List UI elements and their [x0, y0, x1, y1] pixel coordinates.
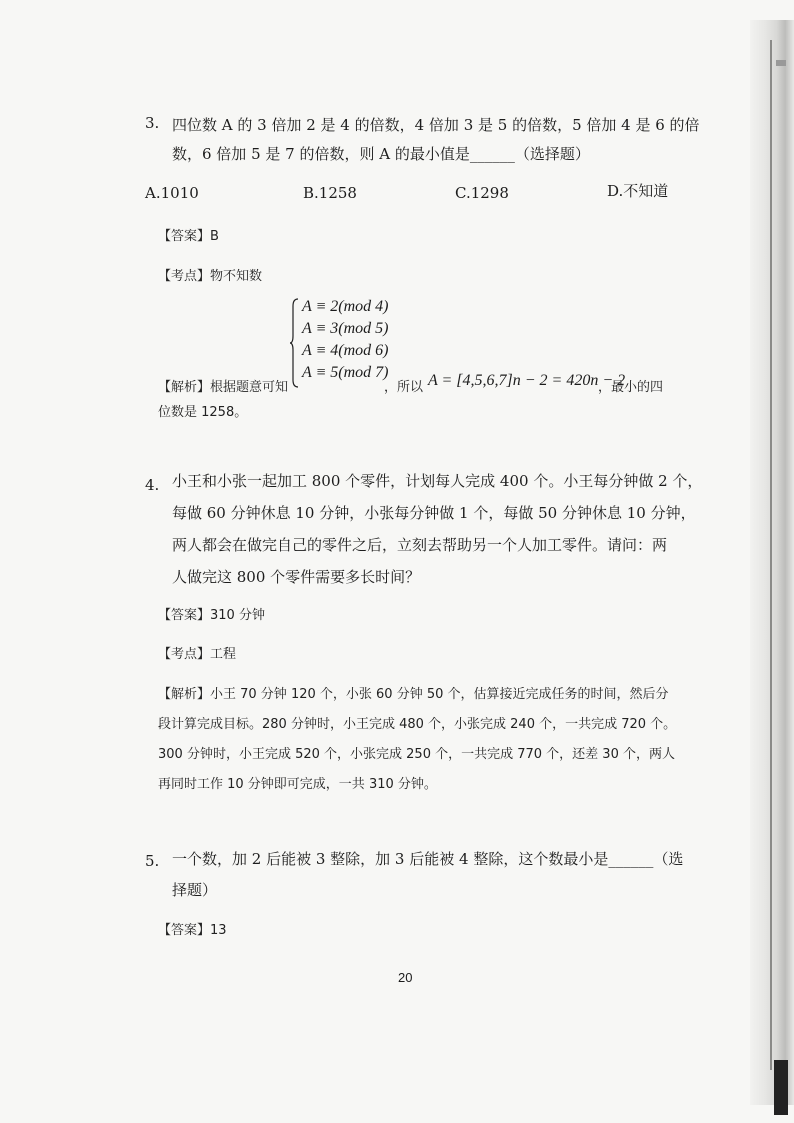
q5-number: 5. [145, 852, 160, 870]
q3-analysis-formula: A = [4,5,6,7]n − 2 = 420n − 2 [428, 372, 626, 389]
q3-analysis-line-2: 位数是 1258。 [158, 405, 248, 420]
equation-system-brace [289, 298, 299, 388]
q3-answer: 【答案】B [158, 229, 219, 244]
q4-line-1: 小王和小张一起加工 800 个零件，计划每人完成 400 个。小王每分钟做 2 个， [172, 472, 703, 490]
q3-analysis-prefix: 【解析】根据题意可知 [158, 380, 289, 395]
q3-option-c: C.1298 [455, 184, 509, 202]
scan-edge-mark [776, 60, 786, 66]
q3-option-a: A.1010 [145, 184, 199, 202]
q3-option-b: B.1258 [303, 184, 357, 202]
q4-line-3: 两人都会在做完自己的零件之后，立刻去帮助另一个人加工零件。请问：两 [172, 536, 668, 554]
q4-analysis-line-1: 【解析】小王 70 分钟 120 个，小张 60 分钟 50 个，估算接近完成任务的时间，然后分 [158, 687, 669, 702]
q3-line-1: 四位数 A 的 3 倍加 2 是 4 的倍数，4 倍加 3 是 5 的倍数，5 倍加 4 是 6 的倍 [172, 116, 700, 134]
scan-edge-line [770, 40, 772, 1070]
q3-topic: 【考点】物不知数 [158, 269, 263, 284]
q4-line-4: 人做完这 800 个零件需要多长时间？ [172, 568, 421, 586]
scan-edge-dark-mark [774, 1060, 788, 1115]
q3-option-d: D.不知道 [607, 182, 669, 200]
q3-analysis-suffix: ，最小的四 [598, 380, 664, 395]
q3-line-2: 数，6 倍加 5 是 7 的倍数，则 A 的最小值是______（选择题） [172, 145, 590, 163]
q4-analysis-line-4: 再同时工作 10 分钟即可完成，一共 310 分钟。 [158, 777, 437, 792]
q4-topic: 【考点】工程 [158, 647, 237, 662]
q4-analysis-line-3: 300 分钟时，小王完成 520 个，小张完成 250 个，一共完成 770 个，还差 30 个，两人 [158, 747, 675, 762]
congruence-1: A ≡ 2(mod 4) [302, 298, 389, 315]
q5-line-2: 择题） [172, 881, 218, 899]
congruence-4: A ≡ 5(mod 7) [302, 364, 389, 381]
page-number: 20 [398, 970, 413, 985]
q4-answer: 【答案】310 分钟 [158, 608, 265, 623]
q4-number: 4. [145, 476, 160, 494]
q4-analysis-line-2: 段计算完成目标。280 分钟时，小王完成 480 个，小张完成 240 个，一共完成 720 个。 [158, 717, 677, 732]
q5-answer: 【答案】13 [158, 923, 227, 938]
q4-line-2: 每做 60 分钟休息 10 分钟，小张每分钟做 1 个，每做 50 分钟休息 10 分钟， [172, 504, 696, 522]
q5-line-1: 一个数，加 2 后能被 3 整除，加 3 后能被 4 整除，这个数最小是______（选 [172, 850, 684, 868]
scan-edge-shadow [750, 20, 794, 1105]
congruence-2: A ≡ 3(mod 5) [302, 320, 389, 337]
q3-analysis-mid: ，所以 [384, 380, 424, 395]
congruence-3: A ≡ 4(mod 6) [302, 342, 389, 359]
q3-number: 3. [145, 114, 160, 132]
